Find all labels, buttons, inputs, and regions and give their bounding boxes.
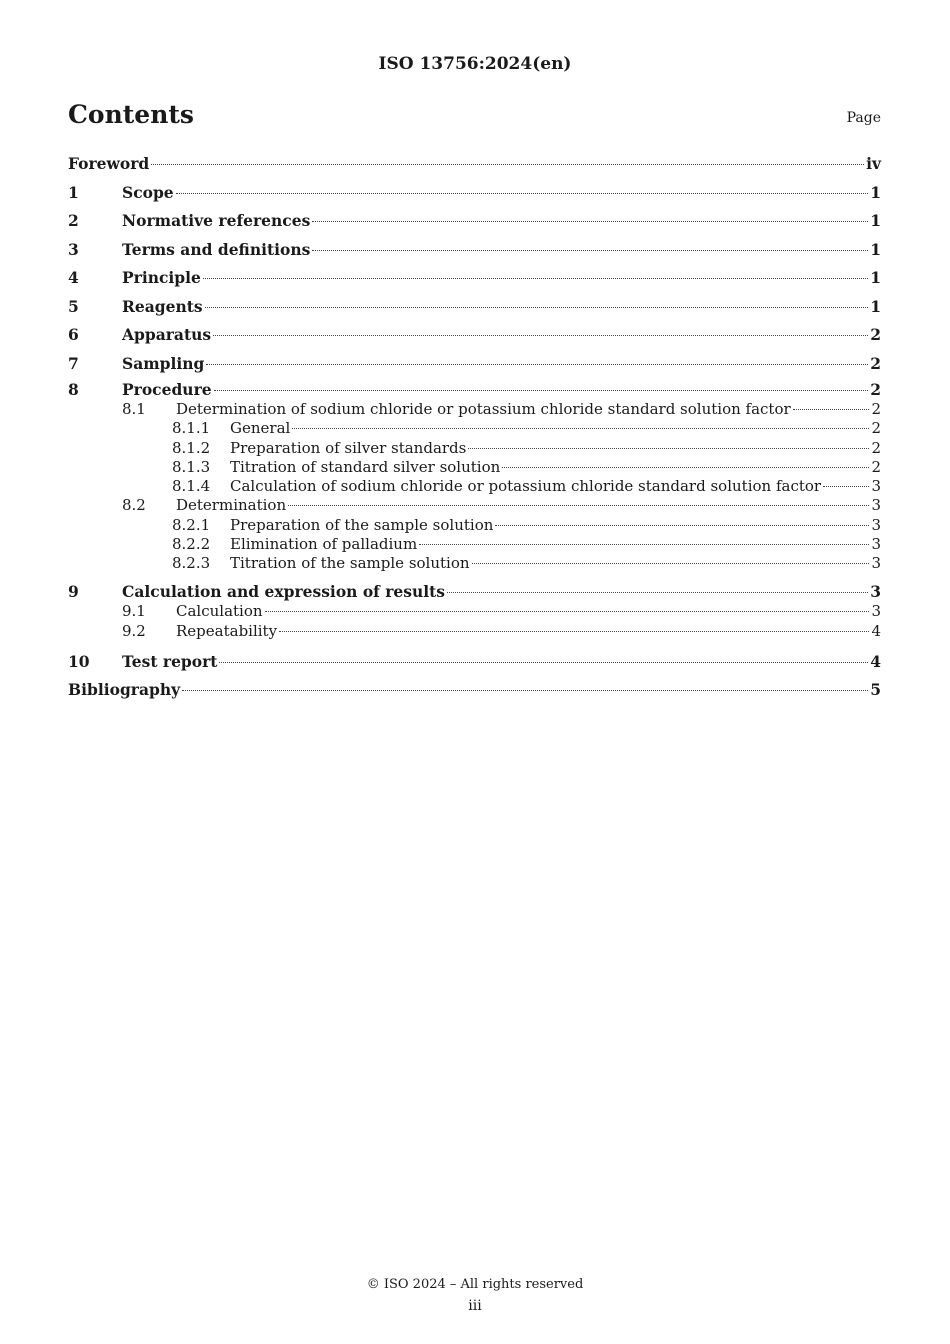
toc-entry-title[interactable]: Reagents xyxy=(122,296,203,316)
dot-leader xyxy=(203,278,868,279)
toc-entry-page[interactable]: 2 xyxy=(871,457,881,476)
toc-entry-number: 8.2.2 xyxy=(172,535,211,554)
toc-entry-title[interactable]: Terms and definitions xyxy=(122,239,311,259)
toc-entry-number: 9.1 xyxy=(122,602,146,621)
table-of-contents xyxy=(68,152,881,707)
toc-entry-page[interactable]: 5 xyxy=(870,680,881,700)
toc-entry-number: 8.2.3 xyxy=(172,554,211,573)
toc-entry[interactable] xyxy=(68,400,881,419)
toc-entry-number: 5 xyxy=(68,296,79,316)
toc-entry[interactable] xyxy=(68,650,881,679)
toc-entry[interactable] xyxy=(68,496,881,515)
toc-entry-page[interactable]: iv xyxy=(866,154,881,173)
toc-entry-page[interactable]: 4 xyxy=(870,651,881,671)
toc-entry-title[interactable]: Preparation of silver standards xyxy=(230,438,467,457)
toc-entry[interactable] xyxy=(68,554,881,582)
toc-entry-title[interactable]: Calculation xyxy=(176,602,263,621)
toc-entry-title[interactable]: Elimination of palladium xyxy=(230,535,418,554)
toc-entry-number: 8.1.3 xyxy=(172,457,211,476)
toc-entry-title[interactable]: Titration of the sample solution xyxy=(230,554,470,573)
dot-leader xyxy=(447,592,868,593)
toc-entry[interactable] xyxy=(68,477,881,496)
toc-entry-page[interactable]: 3 xyxy=(871,477,881,496)
toc-entry[interactable] xyxy=(68,295,881,324)
toc-entry[interactable] xyxy=(68,622,881,650)
toc-entry-page[interactable]: 3 xyxy=(870,582,881,602)
toc-entry[interactable] xyxy=(68,458,881,477)
toc-entry[interactable] xyxy=(68,439,881,458)
dot-leader xyxy=(468,448,869,449)
dot-leader xyxy=(502,467,869,468)
dot-leader xyxy=(312,250,868,251)
toc-entry[interactable] xyxy=(68,266,881,295)
toc-entry[interactable] xyxy=(68,209,881,238)
toc-entry-number: 2 xyxy=(68,211,79,230)
dot-leader xyxy=(182,690,868,691)
toc-entry-page[interactable]: 2 xyxy=(870,353,881,373)
toc-entry[interactable] xyxy=(68,582,881,602)
toc-entry-number: 1 xyxy=(68,182,79,202)
dot-leader xyxy=(472,563,870,564)
toc-entry-number: 8.2 xyxy=(122,496,146,515)
toc-entry-number: 8.1 xyxy=(122,400,146,418)
toc-entry-number: 6 xyxy=(68,325,79,344)
toc-entry-page[interactable]: 1 xyxy=(870,182,881,202)
dot-leader xyxy=(205,307,869,308)
toc-entry-title[interactable]: Calculation and expression of results xyxy=(122,582,446,602)
toc-entry-title[interactable]: Bibliography xyxy=(68,680,181,700)
dot-leader xyxy=(292,428,869,429)
toc-entry-page[interactable]: 3 xyxy=(871,602,881,621)
toc-entry[interactable] xyxy=(68,516,881,535)
dot-leader xyxy=(288,505,869,506)
toc-entry-number: 10 xyxy=(68,651,90,671)
dot-leader xyxy=(151,164,864,165)
toc-entry[interactable] xyxy=(68,419,881,438)
dot-leader xyxy=(176,193,869,194)
toc-entry-number: 8.1.4 xyxy=(172,477,211,496)
toc-entry-page[interactable]: 2 xyxy=(871,400,881,418)
toc-entry-page[interactable]: 2 xyxy=(870,380,881,399)
dot-leader xyxy=(214,390,869,391)
toc-entry-page[interactable]: 1 xyxy=(870,211,881,230)
toc-entry[interactable] xyxy=(68,535,881,554)
toc-entry[interactable] xyxy=(68,238,881,267)
dot-leader xyxy=(793,409,870,410)
toc-entry-title[interactable]: Titration of standard silver solution xyxy=(230,457,501,476)
toc-entry-page[interactable]: 1 xyxy=(870,296,881,316)
toc-entry-title[interactable]: Sampling xyxy=(122,353,205,373)
toc-entry-title[interactable]: Determination of sodium chloride or potassium chloride standard solution factor xyxy=(176,400,791,418)
page-number: iii xyxy=(468,1298,482,1314)
toc-entry-title[interactable]: Apparatus xyxy=(122,325,212,344)
toc-entry-number: 9.2 xyxy=(122,621,146,640)
toc-entry-number: 7 xyxy=(68,353,79,373)
toc-entry-page[interactable]: 3 xyxy=(871,535,881,554)
toc-entry-title[interactable]: Calculation of sodium chloride or potassium chloride standard solution factor xyxy=(230,477,822,496)
toc-entry[interactable] xyxy=(68,352,881,381)
toc-entry-number: 8.2.1 xyxy=(172,515,211,534)
dot-leader xyxy=(206,364,868,365)
dot-leader xyxy=(279,631,869,632)
toc-entry-page[interactable]: 2 xyxy=(871,419,881,438)
dot-leader xyxy=(495,525,869,526)
toc-entry-page[interactable]: 4 xyxy=(871,621,881,640)
toc-entry-page[interactable]: 2 xyxy=(870,325,881,344)
dot-leader xyxy=(823,486,869,487)
dot-leader xyxy=(219,662,868,663)
toc-entry-page[interactable]: 2 xyxy=(871,438,881,457)
toc-entry-page[interactable]: 1 xyxy=(870,268,881,287)
toc-entry-title[interactable]: Scope xyxy=(122,182,174,202)
toc-entry-title[interactable]: Procedure xyxy=(122,380,212,399)
toc-entry[interactable] xyxy=(68,181,881,210)
toc-entry-title[interactable]: Repeatability xyxy=(176,621,278,640)
toc-entry[interactable] xyxy=(68,678,881,707)
document-id: ISO 13756:2024(en) xyxy=(378,54,572,74)
toc-entry-page[interactable]: 3 xyxy=(871,515,881,534)
dot-leader xyxy=(265,611,870,612)
toc-entry-title[interactable]: Normative references xyxy=(122,211,311,230)
toc-entry[interactable] xyxy=(68,152,881,181)
toc-entry-title[interactable]: Test report xyxy=(122,651,218,671)
toc-entry-title[interactable]: Principle xyxy=(122,268,201,287)
toc-entry-title[interactable]: Determination xyxy=(176,496,287,515)
toc-entry-title[interactable]: Foreword xyxy=(68,154,150,173)
toc-entry-number: 8 xyxy=(68,380,79,399)
copyright-notice: © ISO 2024 – All rights reserved xyxy=(366,1277,584,1292)
toc-entry-page[interactable]: 3 xyxy=(871,554,881,573)
toc-entry-number: 8.1.1 xyxy=(172,419,211,438)
toc-entry-page[interactable]: 3 xyxy=(871,496,881,515)
toc-entry[interactable] xyxy=(68,380,881,400)
dot-leader xyxy=(312,221,868,222)
toc-entry[interactable] xyxy=(68,602,881,621)
dot-leader xyxy=(213,335,868,336)
toc-entry-number: 9 xyxy=(68,582,79,602)
toc-entry-title[interactable]: General xyxy=(230,419,291,438)
toc-entry-number: 4 xyxy=(68,268,79,287)
toc-entry-number: 8.1.2 xyxy=(172,438,211,457)
toc-entry-number: 3 xyxy=(68,239,79,259)
contents-title: Contents xyxy=(68,100,195,129)
dot-leader xyxy=(419,544,869,545)
toc-entry-title[interactable]: Preparation of the sample solution xyxy=(230,515,494,534)
page-column-label: Page xyxy=(846,110,881,126)
toc-entry[interactable] xyxy=(68,323,881,352)
toc-entry-page[interactable]: 1 xyxy=(870,239,881,259)
